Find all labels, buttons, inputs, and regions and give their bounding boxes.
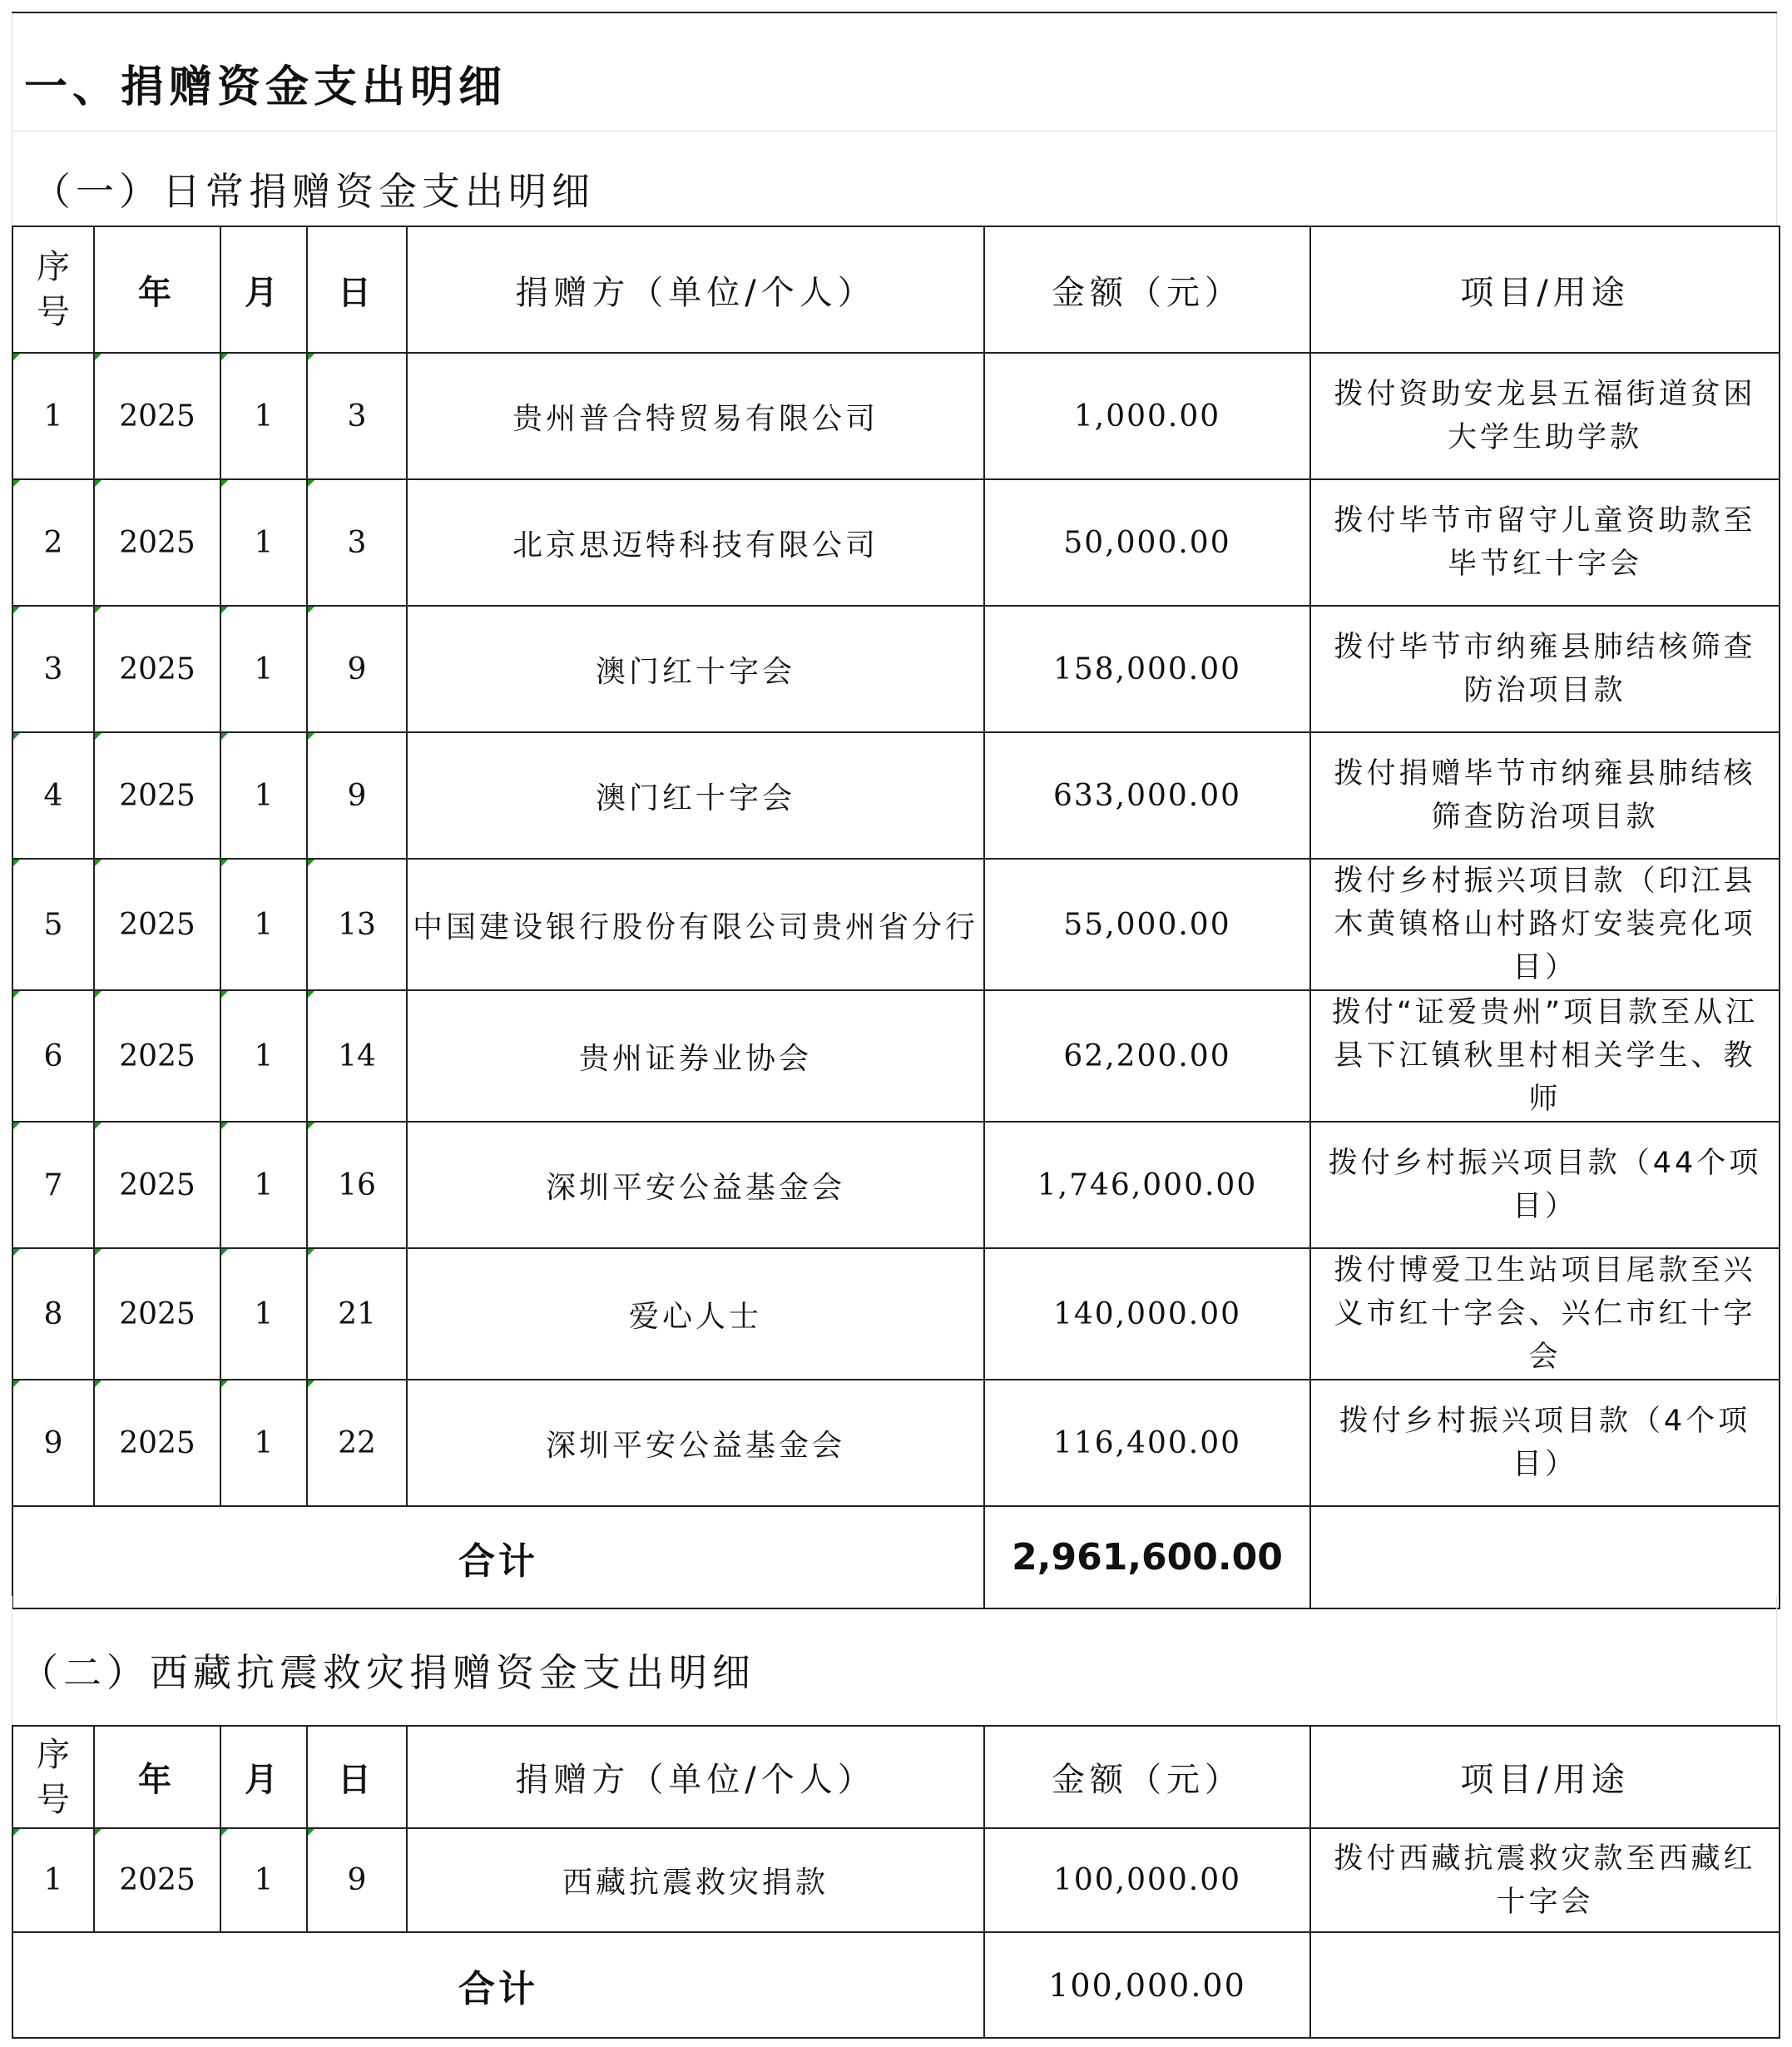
cell-amount: 62,200.00 [984,990,1310,1122]
cell-donor: 中国建设银行股份有限公司贵州省分行 [407,859,984,990]
cell-flag-marker [95,480,101,487]
cell-seq: 8 [12,1248,94,1380]
header-day: 日 [307,226,407,353]
cell-flag-marker [308,991,314,998]
cell-flag-marker [221,1123,228,1129]
section2-rows [12,1828,1780,1932]
cell-purpose: 拨付乡村振兴项目款（44个项目） [1310,1122,1780,1248]
cell-amount: 140,000.00 [984,1248,1310,1380]
cell-flag-marker [221,607,228,613]
header-day: 日 [307,1726,407,1828]
cell-month: 1 [220,479,307,606]
table-row [12,479,1780,606]
cell-donor: 贵州证券业协会 [407,990,984,1122]
total-row [12,1506,1780,1608]
cell-donor: 深圳平安公益基金会 [407,1380,984,1506]
cell-flag-marker [95,1380,101,1387]
table-row [12,1828,1780,1932]
cell-year: 2025 [94,1248,220,1380]
cell-purpose: 拨付“证爱贵州”项目款至从江县下江镇秋里村相关学生、教师 [1310,990,1780,1122]
cell-year: 2025 [94,990,220,1122]
cell-day: 3 [307,353,407,479]
total-label: 合计 [12,1506,984,1608]
cell-day: 21 [307,1248,407,1380]
total-amount: 2,961,600.00 [984,1506,1310,1608]
cell-flag-marker [308,1123,314,1129]
table-row [12,1380,1780,1506]
cell-day: 13 [307,859,407,990]
cell-flag-marker [308,733,314,740]
section1-rows [12,353,1780,1506]
cell-donor: 澳门红十字会 [407,606,984,732]
cell-day: 22 [307,1380,407,1506]
cell-amount: 50,000.00 [984,479,1310,606]
cell-flag-marker [221,860,228,866]
cell-day: 16 [307,1122,407,1248]
header-month: 月 [220,226,307,353]
cell-flag-marker [95,991,101,998]
page-title: 一、捐赠资金支出明细 [24,62,507,112]
cell-year: 2025 [94,606,220,732]
title-row [12,13,1777,131]
cell-purpose: 拨付资助安龙县五福街道贫困大学生助学款 [1310,353,1780,479]
cell-flag-marker [13,354,20,360]
cell-flag-marker [308,480,314,487]
header-donor: 捐赠方（单位/个人） [407,226,984,353]
header-seq: 序号 [12,226,94,353]
cell-flag-marker [308,1829,314,1836]
cell-year: 2025 [94,1122,220,1248]
cell-seq: 1 [12,353,94,479]
table-row [12,859,1780,990]
cell-seq: 6 [12,990,94,1122]
total-amount: 100,000.00 [984,1932,1310,2038]
cell-purpose: 拨付乡村振兴项目款（4个项目） [1310,1380,1780,1506]
cell-purpose: 拨付捐赠毕节市纳雍县肺结核筛查防治项目款 [1310,732,1780,859]
cell-flag-marker [221,1829,228,1836]
cell-flag-marker [95,1829,101,1836]
cell-flag-marker [221,733,228,740]
cell-flag-marker [95,354,101,360]
table-row [12,1122,1780,1248]
cell-amount: 633,000.00 [984,732,1310,859]
cell-amount: 1,746,000.00 [984,1122,1310,1248]
cell-flag-marker [95,1249,101,1256]
cell-flag-marker [221,354,228,360]
cell-flag-marker [13,860,20,866]
cell-flag-marker [13,480,20,487]
section2-table [12,1725,1780,2039]
cell-month: 1 [220,1380,307,1506]
cell-flag-marker [13,991,20,998]
cell-seq: 7 [12,1122,94,1248]
cell-year: 2025 [94,732,220,859]
cell-flag-marker [221,1380,228,1387]
cell-donor: 北京思迈特科技有限公司 [407,479,984,606]
cell-amount: 55,000.00 [984,859,1310,990]
cell-month: 1 [220,353,307,479]
cell-flag-marker [13,1380,20,1387]
total-label: 合计 [12,1932,984,2038]
header-amount: 金额（元） [984,1726,1310,1828]
cell-flag-marker [13,1829,20,1836]
cell-year: 2025 [94,859,220,990]
cell-donor: 爱心人士 [407,1248,984,1380]
cell-purpose: 拨付乡村振兴项目款（印江县木黄镇格山村路灯安装亮化项目） [1310,859,1780,990]
cell-day: 9 [307,1828,407,1932]
table-header-row [12,1726,1780,1828]
cell-day: 14 [307,990,407,1122]
table-row [12,353,1780,479]
cell-purpose: 拨付西藏抗震救灾款至西藏红十字会 [1310,1828,1780,1932]
cell-amount: 100,000.00 [984,1828,1310,1932]
total-row [12,1932,1780,2038]
table-row [12,732,1780,859]
header-purpose: 项目/用途 [1310,1726,1780,1828]
cell-year: 2025 [94,1828,220,1932]
cell-flag-marker [13,733,20,740]
cell-flag-marker [221,991,228,998]
cell-purpose: 拨付博爱卫生站项目尾款至兴义市红十字会、兴仁市红十字会 [1310,1248,1780,1380]
section1-title-row [12,131,1777,226]
cell-amount: 158,000.00 [984,606,1310,732]
cell-month: 1 [220,732,307,859]
table-row [12,606,1780,732]
table-header-row [12,226,1780,353]
cell-flag-marker [221,480,228,487]
header-seq: 序号 [12,1726,94,1828]
header-amount: 金额（元） [984,226,1310,353]
cell-year: 2025 [94,1380,220,1506]
table-row [12,990,1780,1122]
cell-purpose: 拨付毕节市纳雍县肺结核筛查防治项目款 [1310,606,1780,732]
cell-month: 1 [220,990,307,1122]
total-purpose-empty [1310,1932,1780,2038]
cell-month: 1 [220,1828,307,1932]
cell-year: 2025 [94,353,220,479]
cell-flag-marker [308,1380,314,1387]
cell-amount: 116,400.00 [984,1380,1310,1506]
cell-flag-marker [308,354,314,360]
cell-flag-marker [13,1123,20,1129]
section2-title: （二）西藏抗震救灾捐赠资金支出明细 [20,1650,755,1695]
cell-flag-marker [13,607,20,613]
cell-donor: 西藏抗震救灾捐款 [407,1828,984,1932]
header-year: 年 [94,1726,220,1828]
header-month: 月 [220,1726,307,1828]
cell-month: 1 [220,1248,307,1380]
cell-donor: 深圳平安公益基金会 [407,1122,984,1248]
cell-year: 2025 [94,479,220,606]
cell-seq: 2 [12,479,94,606]
cell-month: 1 [220,606,307,732]
cell-flag-marker [95,860,101,866]
cell-amount: 1,000.00 [984,353,1310,479]
cell-flag-marker [95,1123,101,1129]
header-purpose: 项目/用途 [1310,226,1780,353]
header-year: 年 [94,226,220,353]
cell-month: 1 [220,1122,307,1248]
cell-seq: 5 [12,859,94,990]
cell-flag-marker [221,1249,228,1256]
cell-flag-marker [308,860,314,866]
cell-flag-marker [95,733,101,740]
cell-day: 9 [307,732,407,859]
cell-donor: 澳门红十字会 [407,732,984,859]
cell-day: 3 [307,479,407,606]
cell-flag-marker [308,1249,314,1256]
cell-seq: 4 [12,732,94,859]
section1-table [12,226,1780,1609]
cell-flag-marker [308,607,314,613]
cell-month: 1 [220,859,307,990]
cell-donor: 贵州普合特贸易有限公司 [407,353,984,479]
table-row [12,1248,1780,1380]
cell-flag-marker [95,607,101,613]
cell-seq: 9 [12,1380,94,1506]
cell-seq: 3 [12,606,94,732]
total-purpose-empty [1310,1506,1780,1608]
section2-right-border [1776,1596,1777,1727]
header-donor: 捐赠方（单位/个人） [407,1726,984,1828]
cell-flag-marker [13,1249,20,1256]
cell-seq: 1 [12,1828,94,1932]
cell-day: 9 [307,606,407,732]
section1-title: （一）日常捐赠资金支出明细 [32,169,595,214]
cell-purpose: 拨付毕节市留守儿童资助款至毕节红十字会 [1310,479,1780,606]
